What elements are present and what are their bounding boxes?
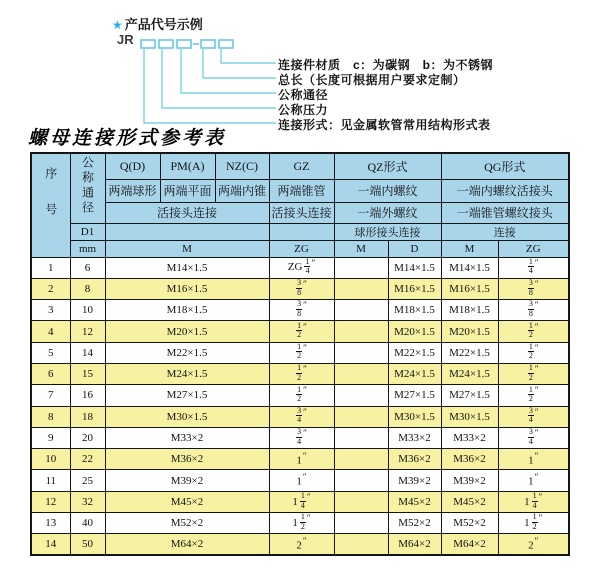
qg-m-cell: M36×2 [441, 449, 498, 470]
qz-d-cell: M45×2 [388, 491, 441, 512]
dn-cell: 15 [70, 363, 105, 384]
label-material: 连接件材质 c：为碳钢 b：为不锈钢 [278, 58, 494, 72]
qg-zg-cell: 1″ [498, 470, 569, 491]
qg-zg-cell: $\frac{1}{2}$ ″ [498, 363, 569, 384]
group-qd: Q(D) [105, 153, 160, 179]
label-dn: 公称通径 [278, 88, 329, 102]
qg-zg-cell: 2″ [498, 534, 569, 555]
dn-cell: 25 [70, 470, 105, 491]
desc-qg: 一端内螺纹活接头 [441, 179, 569, 202]
dn-cell: 22 [70, 449, 105, 470]
table-row [31, 385, 569, 406]
qg-zg-cell: $\frac{1}{2}$ ″ [498, 321, 569, 342]
qg-zg-cell: $\frac{3}{4}$ ″ [498, 406, 569, 427]
nut-connection-table [30, 152, 570, 556]
qz-m-cell [334, 491, 388, 512]
desc-qd: 两端球形 [105, 179, 160, 202]
qz-m-cell [334, 363, 388, 384]
code-box-4 [201, 40, 215, 48]
m-thread-cell: M52×2 [105, 513, 269, 534]
leader-line-material [221, 49, 276, 63]
table-row [31, 321, 569, 342]
qz-d-cell: M30×1.5 [388, 406, 441, 427]
unit-m-qz: M [334, 240, 388, 257]
m-thread-cell: M39×2 [105, 470, 269, 491]
table-row [31, 406, 569, 427]
gz-zg-cell: 1″ [269, 449, 334, 470]
group-pma: PM(A) [160, 153, 215, 179]
dn-cell: 32 [70, 491, 105, 512]
gz-zg-cell: $\frac{3}{8}$ ″ [269, 300, 334, 321]
table-row [31, 278, 569, 299]
desc-pma: 两端平面 [160, 179, 215, 202]
table-row [31, 449, 569, 470]
serial-cell: 3 [31, 300, 70, 321]
group-qz: QZ形式 [334, 153, 441, 179]
qz-d-cell: M18×1.5 [388, 300, 441, 321]
qg-zg-cell: $\frac{1}{2}$ ″ [498, 385, 569, 406]
gz-zg-cell: 1″ [269, 470, 334, 491]
m-thread-cell: M24×1.5 [105, 363, 269, 384]
m-thread-cell: M20×1.5 [105, 321, 269, 342]
qg-zg-cell: $\frac{1}{4}$ ″ [498, 257, 569, 278]
m-thread-cell: M16×1.5 [105, 278, 269, 299]
gz-zg-cell: $\frac{1}{2}$ ″ [269, 342, 334, 363]
m-thread-cell: M14×1.5 [105, 257, 269, 278]
qz-d-cell: M36×2 [388, 449, 441, 470]
qz-m-cell [334, 513, 388, 534]
qz-d-cell: M39×2 [388, 470, 441, 491]
qz-m-cell [334, 427, 388, 448]
table-row [31, 300, 569, 321]
qg-m-cell: M24×1.5 [441, 363, 498, 384]
leader-line-dn [181, 49, 276, 93]
serial-cell: 12 [31, 491, 70, 512]
m-thread-cell: M27×1.5 [105, 385, 269, 406]
serial-cell: 1 [31, 257, 70, 278]
d1-label: D1 [70, 223, 105, 240]
serial-cell: 13 [31, 513, 70, 534]
serial-cell: 9 [31, 427, 70, 448]
qg-zg-cell: $\frac{3}{8}$ ″ [498, 300, 569, 321]
serial-cell: 11 [31, 470, 70, 491]
table-row [31, 491, 569, 512]
dn-cell: 14 [70, 342, 105, 363]
group-nzc: NZ(C) [215, 153, 269, 179]
label-length: 总长（长度可根据用户要求定制） [278, 73, 466, 87]
serial-cell: 8 [31, 406, 70, 427]
header-row-5 [31, 240, 569, 257]
gz-zg-cell: $\frac{1}{2}$ ″ [269, 363, 334, 384]
serial-cell: 5 [31, 342, 70, 363]
col-header-serial [31, 153, 70, 257]
m-thread-cell: M64×2 [105, 534, 269, 555]
qg-zg-cell: 1 $\frac{1}{2}$ ″ [498, 513, 569, 534]
gz-zg-cell: 1 $\frac{1}{4}$ ″ [269, 491, 334, 512]
serial-cell: 7 [31, 385, 70, 406]
dn-cell: 18 [70, 406, 105, 427]
dn-cell: 12 [70, 321, 105, 342]
gz-zg-cell: $\frac{1}{2}$ ″ [269, 321, 334, 342]
desc-nzc: 两端内锥 [215, 179, 269, 202]
table-row [31, 427, 569, 448]
header-row-3 [31, 202, 569, 223]
conn-taper-joint: 一端锥管螺纹接头 [441, 202, 569, 223]
code-box-2 [159, 40, 173, 48]
ball-joint-conn: 球形接头连接 [334, 223, 441, 240]
serial-cell: 4 [31, 321, 70, 342]
gz-zg-cell: $\frac{3}{8}$ ″ [269, 278, 334, 299]
gz-zg-cell: $\frac{1}{2}$ ″ [269, 385, 334, 406]
qz-m-cell [334, 406, 388, 427]
header-row-2 [31, 179, 569, 202]
table-row [31, 470, 569, 491]
leader-line-connection [144, 49, 276, 123]
qz-d-cell: M14×1.5 [388, 257, 441, 278]
m-thread-cell: M33×2 [105, 427, 269, 448]
qz-m-cell [334, 449, 388, 470]
qg-zg-cell: $\frac{3}{8}$ ″ [498, 278, 569, 299]
qg-m-cell: M64×2 [441, 534, 498, 555]
qz-m-cell [334, 342, 388, 363]
qz-d-cell: M33×2 [388, 427, 441, 448]
table-body [31, 257, 569, 555]
qz-m-cell [334, 470, 388, 491]
code-prefix: JR [117, 32, 134, 47]
qg-m-cell: M30×1.5 [441, 406, 498, 427]
qz-d-cell: M64×2 [388, 534, 441, 555]
conn-union-left: 活接头连接 [105, 202, 269, 223]
m-thread-cell: M45×2 [105, 491, 269, 512]
qg-m-cell: M27×1.5 [441, 385, 498, 406]
dn-cell: 16 [70, 385, 105, 406]
dn-label: 公称通径 [80, 156, 95, 217]
qz-m-cell [334, 385, 388, 406]
qg-m-cell: M14×1.5 [441, 257, 498, 278]
desc-qz: 一端内螺纹 [334, 179, 441, 202]
dn-cell: 50 [70, 534, 105, 555]
qz-d-cell: M22×1.5 [388, 342, 441, 363]
qg-m-cell: M39×2 [441, 470, 498, 491]
dn-cell: 6 [70, 257, 105, 278]
table-row [31, 534, 569, 555]
table-row [31, 513, 569, 534]
code-box-3 [177, 40, 191, 48]
empty-cell-gz [269, 223, 334, 240]
qz-m-cell [334, 257, 388, 278]
col-header-dn [70, 153, 105, 223]
qz-d-cell: M16×1.5 [388, 278, 441, 299]
header-row-1 [31, 153, 569, 179]
table-title: 螺母连接形式参考表 [28, 128, 227, 149]
unit-zg-gz: ZG [269, 240, 334, 257]
qg-m-cell: M16×1.5 [441, 278, 498, 299]
m-thread-cell: M30×1.5 [105, 406, 269, 427]
serial-cell: 2 [31, 278, 70, 299]
code-box-5 [219, 40, 233, 48]
empty-cell-left [105, 223, 269, 240]
serial-cell: 10 [31, 449, 70, 470]
gz-zg-cell: 2″ [269, 534, 334, 555]
qz-m-cell [334, 534, 388, 555]
qz-m-cell [334, 300, 388, 321]
serial-label: 序号 [43, 167, 58, 240]
qz-m-cell [334, 278, 388, 299]
qg-m-cell: M22×1.5 [441, 342, 498, 363]
unit-zg-qg: ZG [498, 240, 569, 257]
dn-cell: 40 [70, 513, 105, 534]
conn-ext-thread: 一端外螺纹 [334, 202, 441, 223]
header-row-4 [31, 223, 569, 240]
unit-d-qz: D [388, 240, 441, 257]
desc-gz: 两端锥管 [269, 179, 334, 202]
mm-label: mm [70, 240, 105, 257]
table-row [31, 257, 569, 278]
qg-m-cell: M18×1.5 [441, 300, 498, 321]
m-thread-cell: M36×2 [105, 449, 269, 470]
product-code-heading-text: 产品代号示例 [124, 17, 203, 32]
label-pressure: 公称压力 [278, 103, 329, 117]
group-gz: GZ [269, 153, 334, 179]
qg-zg-cell: $\frac{1}{2}$ ″ [498, 342, 569, 363]
serial-cell: 6 [31, 363, 70, 384]
dn-cell: 8 [70, 278, 105, 299]
qz-d-cell: M27×1.5 [388, 385, 441, 406]
gz-zg-cell: $\frac{3}{4}$ ″ [269, 427, 334, 448]
unit-m-left: M [105, 240, 269, 257]
qz-d-cell: M52×2 [388, 513, 441, 534]
m-thread-cell: M18×1.5 [105, 300, 269, 321]
serial-cell: 14 [31, 534, 70, 555]
conn-union-gz: 活接头连接 [269, 202, 334, 223]
qg-zg-cell: 1 $\frac{1}{4}$ ″ [498, 491, 569, 512]
label-connection: 连接形式：见金属软管常用结构形式表 [278, 118, 491, 132]
star-icon: ★ [112, 18, 123, 32]
conn-label: 连接 [441, 223, 569, 240]
qg-zg-cell: 1″ [498, 449, 569, 470]
qz-d-cell: M24×1.5 [388, 363, 441, 384]
group-qg: QG形式 [441, 153, 569, 179]
dn-cell: 10 [70, 300, 105, 321]
table-row [31, 342, 569, 363]
m-thread-cell: M22×1.5 [105, 342, 269, 363]
qz-m-cell [334, 321, 388, 342]
gz-zg-cell: ZG $\frac{1}{4}$ ″ [269, 257, 334, 278]
qz-d-cell: M20×1.5 [388, 321, 441, 342]
qg-m-cell: M20×1.5 [441, 321, 498, 342]
code-box-1 [141, 40, 155, 48]
dn-cell: 20 [70, 427, 105, 448]
table-row [31, 363, 569, 384]
qg-m-cell: M52×2 [441, 513, 498, 534]
gz-zg-cell: 1 $\frac{1}{2}$ ″ [269, 513, 334, 534]
unit-m-qg: M [441, 240, 498, 257]
qg-m-cell: M33×2 [441, 427, 498, 448]
qg-m-cell: M45×2 [441, 491, 498, 512]
gz-zg-cell: $\frac{3}{4}$ ″ [269, 406, 334, 427]
qg-zg-cell: $\frac{3}{4}$ ″ [498, 427, 569, 448]
